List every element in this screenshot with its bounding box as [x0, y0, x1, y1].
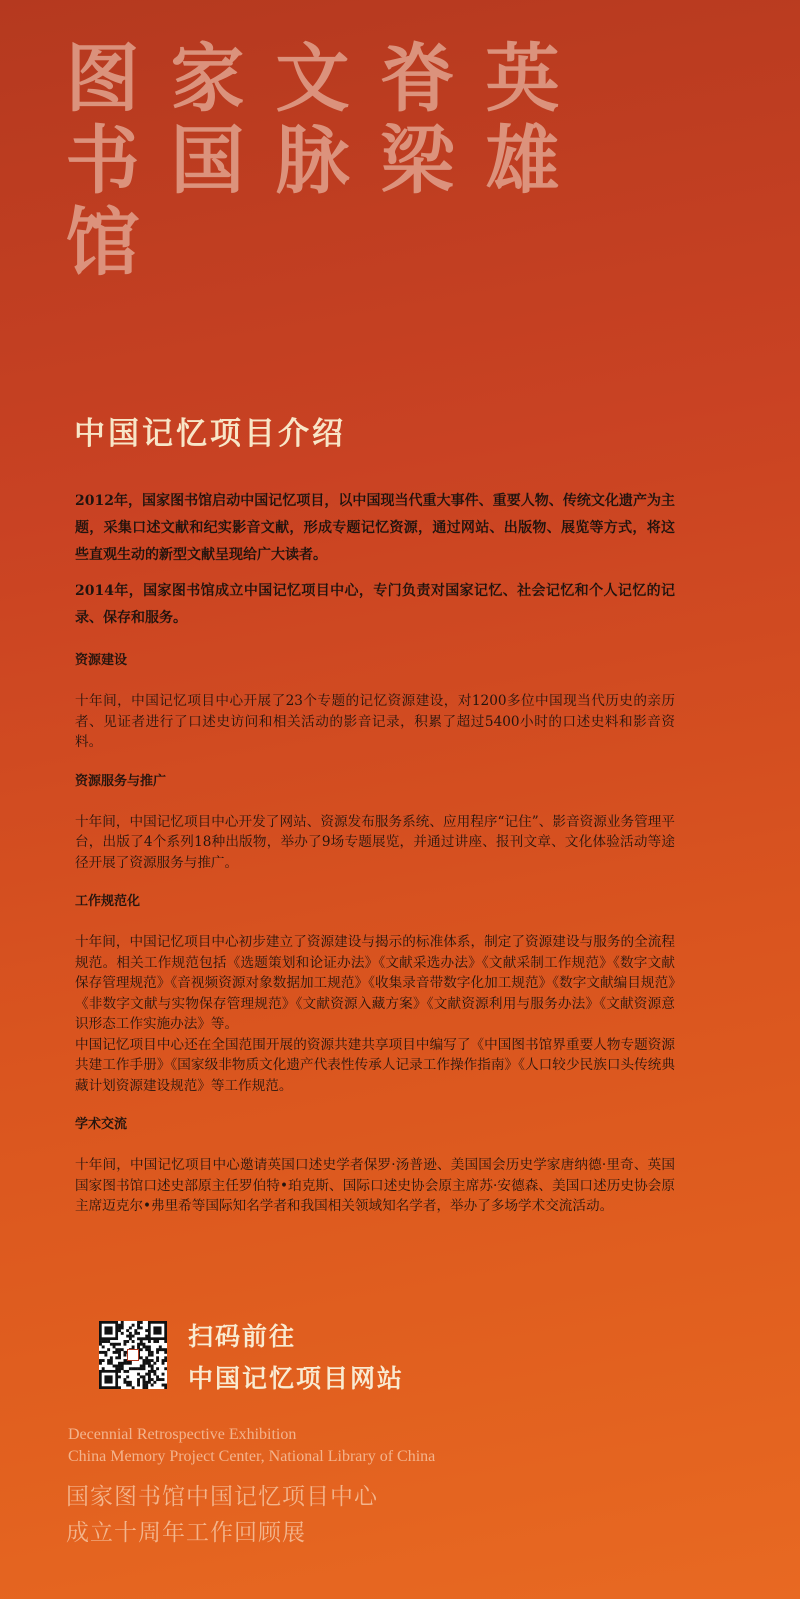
- qr-code[interactable]: [99, 1321, 167, 1389]
- calligraphy-column: 脊 梁: [380, 36, 455, 204]
- cta-line: 中国记忆项目网站: [188, 1364, 405, 1393]
- intro-paragraph: 2014年，国家图书馆成立中国记忆项目中心，专门负责对国家记忆、社会记忆和个人记忆的记录、保存和服务。: [75, 583, 675, 626]
- chinese-title-line: 国家图书馆中国记忆项目中心: [66, 1484, 378, 1510]
- english-title-line: Decennial Retrospective Exhibition: [68, 1426, 297, 1443]
- section-paragraph: 十年间，中国记忆项目中心开发了网站、资源发布服务系统、应用程序“记住”、影音资源业务管理平台，出版了4个系列18种出版物，举办了9场专题展览，并通过讲座、报刊文章、文化体验活动等途径开展了资源服务与推广。: [75, 813, 675, 871]
- qr-logo-badge: [127, 1349, 139, 1361]
- section-paragraph: 十年间，中国记忆项目中心邀请英国口述史学者保罗·汤普逊、美国国会历史学家唐纳德·里奇、英国国家图书馆口述史部原主任罗伯特•珀克斯、国际口述史协会原主席苏·安德森、美国口述历史协会原主席迈克尔•弗里希等国际知名学者和我国相关领域知名学者，举办了多场学术交流活动。: [75, 1157, 675, 1214]
- section-heading: 工作规范化: [75, 894, 141, 909]
- section-paragraph: 中国记忆项目中心还在全国范围开展的资源共建共享项目中编写了《中国图书馆界重要人物专题资源共建工作手册》《国家级非物质文化遗产代表性传承人记录工作操作指南》《人口较少民族口头传统典藏计划资源建设规范》等工作规范。: [75, 1036, 675, 1094]
- english-title-line: China Memory Project Center, National Library of China: [68, 1448, 436, 1465]
- section-heading: 资源服务与推广: [75, 773, 167, 789]
- article-body: [75, 488, 675, 1217]
- chinese-title-line: 成立十周年工作回顾展: [66, 1520, 306, 1546]
- section-heading: 学术交流: [75, 1117, 128, 1132]
- calligraphy-column: 图 书 馆: [65, 36, 140, 286]
- header-calligraphy: [50, 38, 710, 288]
- calligraphy-column: 家 国: [170, 36, 245, 204]
- qr-call-to-action: [188, 1316, 404, 1400]
- calligraphy-column: 英 雄: [485, 36, 560, 204]
- section-paragraph: 十年间，中国记忆项目中心开展了23个专题的记忆资源建设，对1200多位中国现当代历史的亲历者、见证者进行了口述史访问和相关活动的影音记录，积累了超过5400小时的口述史料和影音资料。: [75, 693, 675, 750]
- intro-paragraph: 2012年，国家图书馆启动中国记忆项目，以中国现当代重大事件、重要人物、传统文化遗产为主题，采集口述文献和纪实影音文献，形成专题记忆资源，通过网站、出版物、展览等方式，将这些直观生动的新型文献呈现给广大读者。: [75, 493, 675, 563]
- calligraphy-column: 文 脉: [275, 36, 350, 204]
- chinese-exhibition-title: [66, 1479, 378, 1551]
- section-paragraph: 十年间，中国记忆项目中心初步建立了资源建设与揭示的标准体系，制定了资源建设与服务的全流程规范。相关工作规范包括《选题策划和论证办法》《文献采选办法》《文献采制工作规范》《数字文献保存管理规范》《音视频资源对象数据加工规范》《收集录音带数字化加工规范》《数字文献编目规范》《非数字文献与实物保存管理规范》《文献资源入藏方案》《文献资源利用与服务办法》《文献资源意识形态工作实施办法》等。: [75, 934, 675, 1032]
- section-heading: 资源建设: [75, 653, 128, 668]
- page-title: 中国记忆项目介绍: [74, 416, 346, 452]
- english-exhibition-title: [68, 1424, 435, 1468]
- cta-line: 扫码前往: [188, 1322, 297, 1351]
